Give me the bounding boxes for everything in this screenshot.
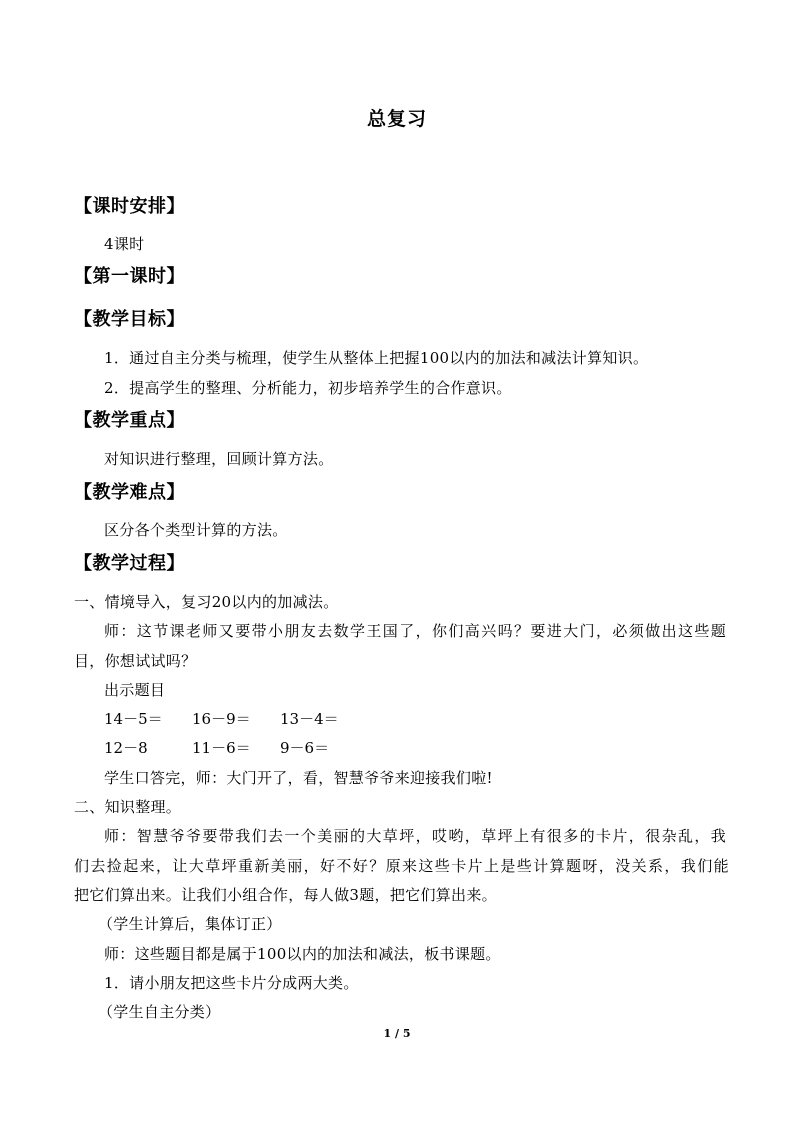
problem-r1-c3: 13－4＝ — [280, 710, 339, 728]
show-problems-label: 出示题目 — [104, 681, 166, 699]
heading-goals: 【教学目标】 — [74, 309, 185, 330]
problem-r1-c1: 14－5＝ — [104, 710, 163, 728]
oral-answer-line: 学生口答完，师：大门开了，看，智慧爷爷来迎接我们啦! — [104, 769, 493, 787]
difficulties-text: 区分各个类型计算的方法。 — [104, 521, 288, 539]
schedule-text: 4课时 — [104, 235, 145, 253]
part2-teacher-line1: 师：智慧爷爷要带我们去一个美丽的大草坪，哎哟，草坪上有很多的卡片，很杂乱，我 — [104, 827, 728, 845]
document-title: 总复习 — [366, 108, 427, 130]
goal-item-2: 2．提高学生的整理、分析能力，初步培养学生的合作意识。 — [104, 379, 512, 397]
part2-teacher-line3: 把它们算出来。让我们小组合作，每人做3题，把它们算出来。 — [74, 886, 497, 904]
key-points-text: 对知识进行整理，回顾计算方法。 — [104, 450, 334, 468]
part1-teacher-line1: 师：这节课老师又要带小朋友去数学王国了，你们高兴吗？要进大门，必须做出这些题 — [104, 622, 728, 640]
part1-teacher-line2: 目，你想试试吗？ — [74, 652, 197, 670]
problem-r2-c2: 11－6＝ — [192, 739, 251, 757]
heading-lesson1: 【第一课时】 — [74, 266, 185, 287]
heading-process: 【教学过程】 — [74, 553, 185, 574]
note-after-calc: （学生计算后，集体订正） — [98, 915, 282, 933]
page-number: 1 / 5 — [383, 1027, 411, 1040]
problem-r2-c3: 9－6＝ — [280, 739, 330, 757]
problem-r2-c1: 12－8 — [104, 739, 148, 757]
heading-schedule: 【课时安排】 — [74, 196, 185, 217]
teacher-topic-line: 师：这些题目都是属于100以内的加法和减法，板书课题。 — [104, 945, 501, 963]
step1-line: 1．请小朋友把这些卡片分成两大类。 — [104, 974, 359, 992]
part2-title: 二、知识整理。 — [74, 798, 182, 816]
note-classify: （学生自主分类） — [98, 1003, 221, 1021]
heading-key-points: 【教学重点】 — [74, 410, 185, 431]
goal-item-1: 1．通过自主分类与梳理，使学生从整体上把握100以内的加法和减法计算知识。 — [104, 349, 649, 367]
part2-teacher-line2: 们去捡起来，让大草坪重新美丽，好不好？原来这些卡片上是些计算题呀，没关系，我们能 — [74, 857, 731, 875]
heading-difficulties: 【教学难点】 — [74, 482, 185, 503]
part1-title: 一、情境导入，复习20以内的加减法。 — [74, 593, 339, 611]
problem-r1-c2: 16－9＝ — [192, 710, 251, 728]
